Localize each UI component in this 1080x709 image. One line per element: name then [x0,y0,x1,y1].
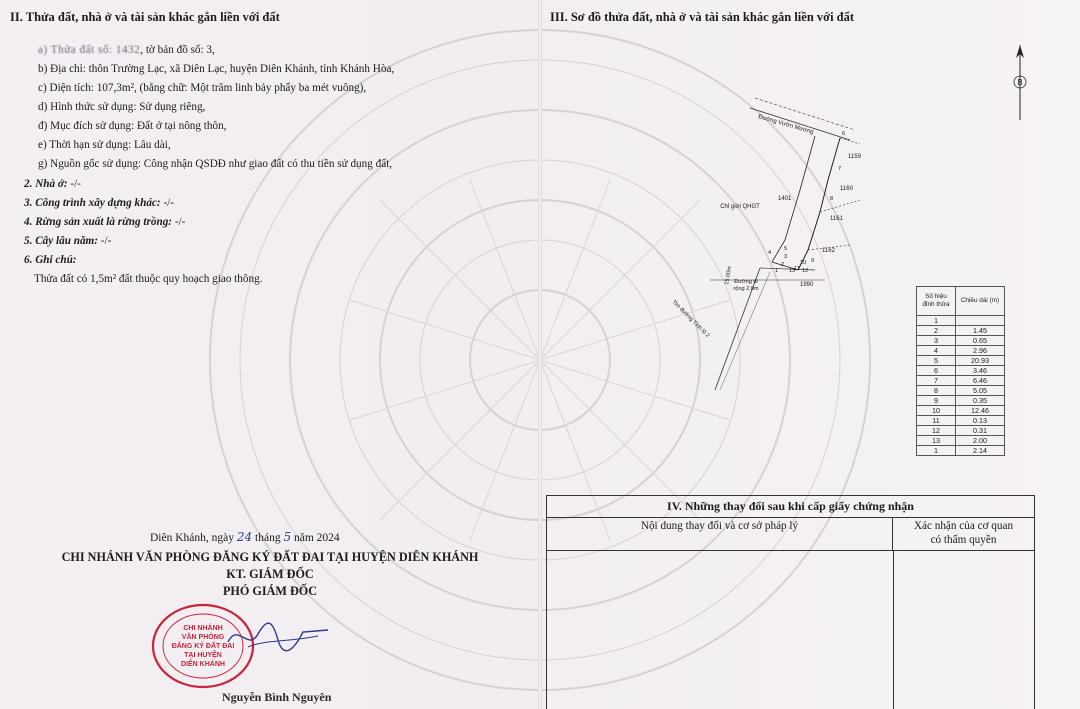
changes-table-title: IV. Những thay đổi sau khi cấp giấy chứng nhận [547,496,1034,518]
length-table-header-length: Chiều dài (m) [956,287,1005,316]
svg-text:1: 1 [775,268,779,274]
svg-text:12: 12 [802,268,809,274]
table-row: 6 3.46 [917,366,1005,376]
section-iii-title: III. Sơ đồ thửa đất, nhà ở và tài sản khác gắn liền với đất [550,10,855,24]
changes-table [546,495,1035,709]
table-row: 7 6.46 [917,376,1005,386]
page-fold [538,0,542,709]
issuing-authority [35,549,505,600]
svg-text:Đường Vườn Mương: Đường Vườn Mương [757,114,815,136]
svg-text:13: 13 [789,268,796,274]
forest-item: 4. Rừng sản xuất là rừng trồng: -/- [24,216,186,228]
svg-text:1159: 1159 [848,154,861,160]
svg-text:Đường đi: Đường đi [734,279,758,285]
svg-text:3: 3 [784,254,788,260]
usage-term-line: e) Thời hạn sử dụng: Lâu dài, [38,139,171,151]
svg-text:1160: 1160 [840,186,853,192]
svg-text:1162: 1162 [822,248,835,254]
svg-text:ĐĂNG KÝ ĐẤT ĐAI: ĐĂNG KÝ ĐẤT ĐAI [171,643,235,650]
parcel-number-redacted: a) Thửa đất số: 1432 [38,44,141,56]
table-row: 1 [917,316,1005,326]
note-text: Thửa đất có 1,5m² đất thuộc quy hoạch giao thông. [34,273,263,285]
svg-text:DIÊN KHÁNH: DIÊN KHÁNH [181,661,225,668]
changes-col-confirm: Xác nhận của cơ quan có thẩm quyền [893,517,1034,551]
svg-text:4: 4 [768,250,772,256]
svg-text:10: 10 [800,260,807,266]
svg-text:11: 11 [794,266,800,272]
sign-day: 24 [236,530,253,544]
svg-text:Chỉ giới QHGT: Chỉ giới QHGT [720,204,760,210]
svg-text:15.00m: 15.00m [724,265,734,286]
area-line: c) Diện tích: 107,3m², (bằng chữ: Một trăm linh bảy phẩy ba mét vuông), [38,82,367,94]
parcel-diagram [650,40,1070,400]
svg-text:1161: 1161 [830,216,843,222]
table-row: 5 20.93 [917,356,1005,366]
table-row: 13 2.00 [917,436,1005,446]
table-row: 3 0.65 [917,336,1005,346]
sign-date: Diên Khánh, ngày 24 tháng 5 năm 2024 [150,530,340,544]
changes-col-content: Nội dung thay đổi và cơ sở pháp lý [547,517,893,551]
sign-month: 5 [283,530,292,544]
org-name: CHI NHÁNH VĂN PHÒNG ĐĂNG KÝ ĐẤT ĐAI TẠI HUYỆN DIÊN KHÁNH [61,550,479,564]
note-item: 6. Ghi chú: [24,254,77,266]
svg-text:TẠI HUYỆN: TẠI HUYỆN [184,652,222,659]
svg-text:9: 9 [811,258,815,264]
table-row: 10 12.46 [917,406,1005,416]
house-item: 2. Nhà ở: -/- [24,178,81,190]
svg-text:2: 2 [781,262,785,268]
table-row: 4 2.96 [917,346,1005,356]
svg-text:8: 8 [830,196,834,202]
table-row: 11 0.13 [917,416,1005,426]
table-row: 12 0.31 [917,426,1005,436]
edge-length-table [916,286,1005,456]
table-row: 1 2.14 [917,446,1005,456]
svg-text:7: 7 [838,166,842,172]
svg-text:5: 5 [784,246,788,252]
usage-origin-line: g) Nguồn gốc sử dụng: Công nhận QSDĐ như giao đất có thu tiền sử dụng đất, [38,158,393,170]
section-ii-title: II. Thửa đất, nhà ở và tài sản khác gắn liền với đất [10,10,280,24]
usage-form-line: d) Hình thức sử dụng: Sử dụng riêng, [38,101,206,113]
table-row: 2 1.45 [917,326,1005,336]
svg-text:1401: 1401 [778,196,792,202]
svg-text:1990: 1990 [800,282,814,288]
svg-text:VĂN PHÒNG: VĂN PHÒNG [181,634,225,641]
org-title-1: KT. GIÁM ĐỐC [226,567,314,581]
other-works-item: 3. Công trình xây dựng khác: -/- [24,197,174,209]
perennial-item: 5. Cây lâu năm: -/- [24,235,112,247]
svg-text:B: B [1017,78,1023,87]
usage-purpose-line: đ) Mục đích sử dụng: Đất ở tại nông thôn, [38,120,227,132]
right-page [540,0,1080,709]
table-row: 9 0.35 [917,396,1005,406]
parcel-number-line: a) Thửa đất số: 1432, tờ bản đồ số: 3, [38,44,215,56]
address-line: b) Địa chỉ: thôn Trường Lạc, xã Diên Lạc, huyện Diên Khánh, tỉnh Khánh Hòa, [38,63,395,75]
signature [218,612,338,672]
svg-text:Tim đường Tỉnh lộ 2: Tim đường Tỉnh lộ 2 [670,299,711,340]
table-row: 8 5.05 [917,386,1005,396]
north-arrow-icon [1014,45,1026,120]
signer-name: Nguyễn Bình Nguyên [222,690,332,704]
svg-text:CHI NHÁNH: CHI NHÁNH [183,625,223,632]
svg-text:rộng 2,0m: rộng 2,0m [733,286,759,292]
org-title-2: PHÓ GIÁM ĐỐC [222,584,318,598]
length-table-header-point: Số hiệu đỉnh thửa [917,287,956,316]
svg-text:6: 6 [842,131,846,137]
